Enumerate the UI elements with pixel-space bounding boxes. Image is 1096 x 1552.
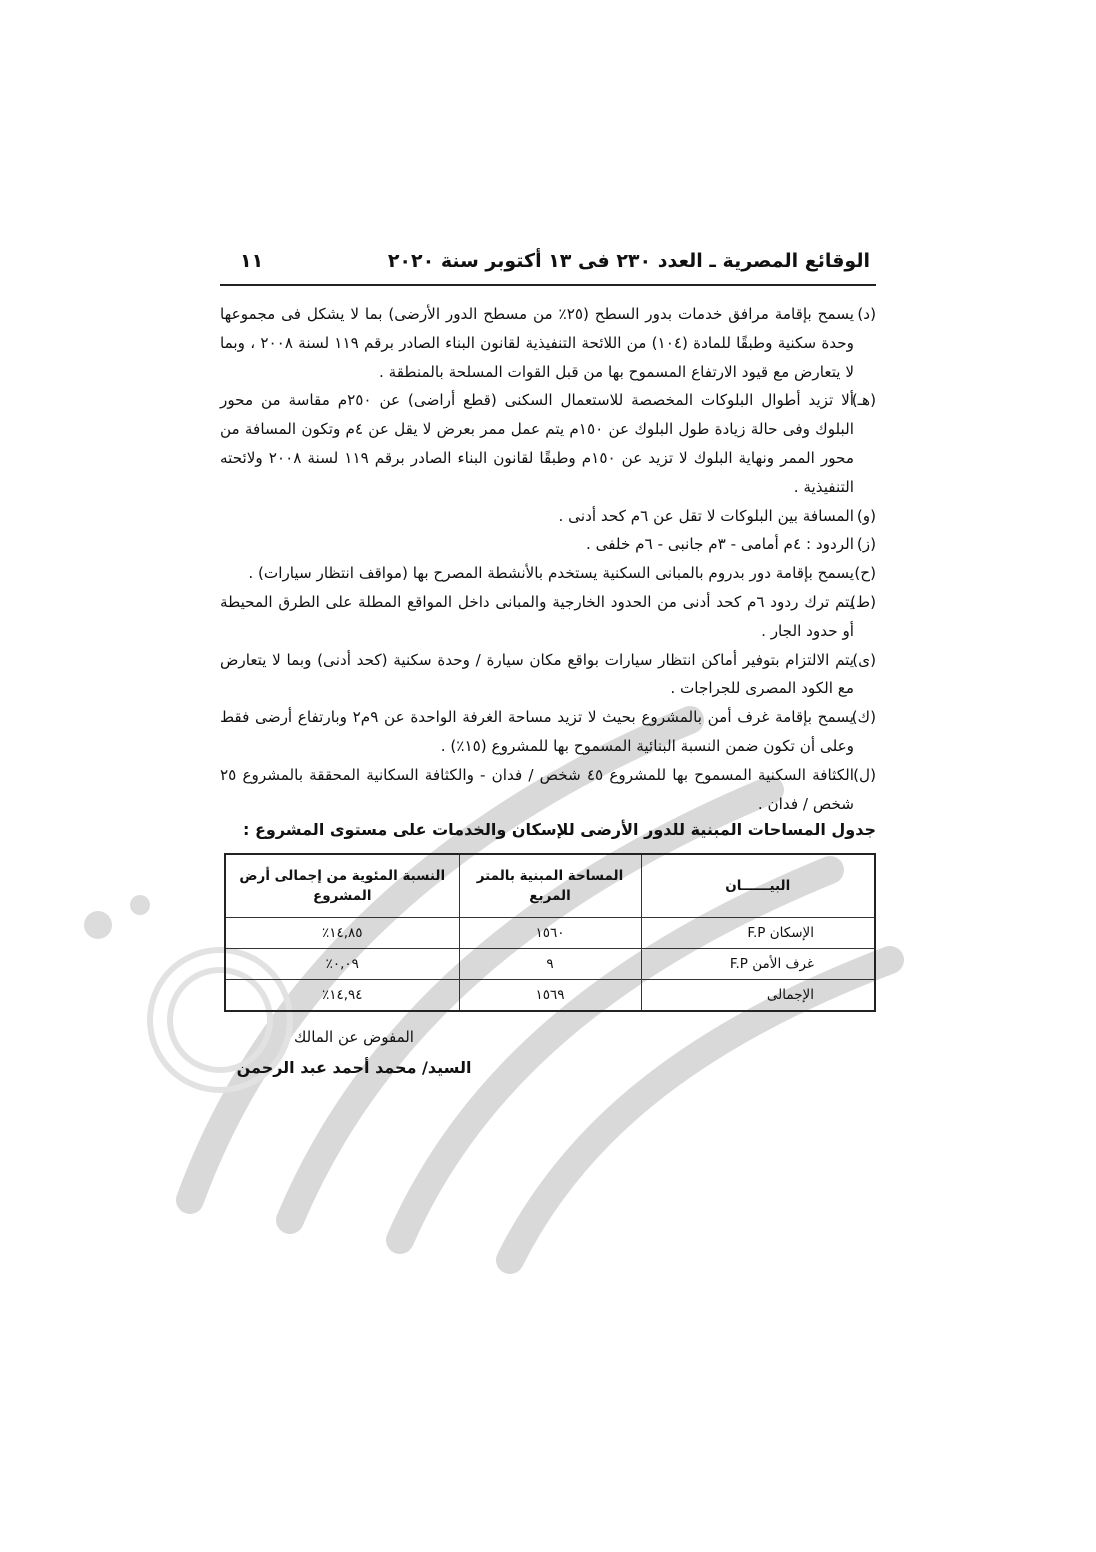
list-item (220, 559, 876, 588)
conditions-list (220, 300, 876, 818)
list-item (220, 300, 876, 386)
list-item (220, 386, 876, 501)
signature-block (224, 1028, 484, 1077)
gazette-title: الوقائع المصرية ـ العدد ٢٣٠ فى ١٣ أكتوبر سنة ٢٠٢٠ (387, 250, 870, 272)
list-item (220, 588, 876, 646)
table-cell: ١٤,٨٥٪ (225, 918, 459, 949)
item-label: (ل) (853, 765, 876, 784)
table-row (225, 980, 875, 1012)
table-title: جدول المساحات المبنية للدور الأرضى للإسكان والخدمات على مستوى المشروع : (243, 820, 876, 840)
item-text: يسمح بإقامة دور بدروم بالمبانى السكنية يستخدم بالأنشطة المصرح بها (مواقف انتظار سيارات) . (248, 564, 854, 583)
table-cell: ١٥٦٠ (459, 918, 641, 949)
table-header-row (225, 854, 875, 918)
list-item (220, 761, 876, 819)
table-cell: ١٥٦٩ (459, 980, 641, 1012)
item-text: ألا تزيد أطوال البلوكات المخصصة للاستعمال السكنى (قطع أراضى) عن ٢٥٠م مقاسة من محور البلوك وفى حالة زيادة طول البلوك عن ١٥٠م يتم عمل ممر بعرض لا يقل عن ٤م وتكون المسافة من محور الممر ونهاية البلوك لا تزيد عن ١٥٠م وطبقًا لقانون البناء الصادر برقم ١١٩ لسنة ٢٠٠٨ ولائحته التنفيذية . (220, 391, 855, 496)
column-header: المساحة المبنية بالمتر المربع (459, 854, 641, 918)
list-item (220, 530, 876, 559)
table-cell: الإجمالى (641, 980, 875, 1012)
list-item (220, 703, 876, 761)
table-cell: ٠,٠٩٪ (225, 949, 459, 980)
item-label: (د) (857, 305, 876, 323)
page-number: ١١ (240, 250, 264, 272)
table-cell: ٩ (459, 949, 641, 980)
column-header: البيــــــان (641, 854, 875, 918)
item-label: (هـ) (851, 391, 876, 410)
item-text: يتم ترك ردود ٦م كحد أدنى من الحدود الخارجية والمبانى داخل المواقع المطلة على الطرق المحيطة أو حدود الجار . (220, 592, 854, 640)
item-text: الكثافة السكنية المسموح بها للمشروع ٤٥ شخص / فدان - والكثافة السكانية المحققة بالمشروع ٢٥ شخص / فدان . (220, 765, 854, 813)
table-row (225, 949, 875, 980)
table-cell: ١٤,٩٤٪ (225, 980, 459, 1012)
item-label: (ز) (856, 535, 876, 554)
list-item (220, 502, 876, 531)
item-label: (ك) (851, 708, 876, 727)
table-row (225, 918, 875, 949)
item-text: يسمح بإقامة مرافق خدمات بدور السطح (٢٥٪ من مسطح الدور الأرضى) بما لا يشكل فى مجموعها وحدة سكنية وطبقًا للمادة (١٠٤) من اللائحة التنفيذية لقانون البناء الصادر برقم ١١٩ لسنة ٢٠٠٨ ، وبما لا يتعارض مع قيود الارتفاع المسموح بها من قبل القوات المسلحة بالمنطقة . (220, 305, 854, 381)
page-header (220, 250, 876, 286)
item-text: يسمح بإقامة غرف أمن بالمشروع بحيث لا تزيد مساحة الغرفة الواحدة عن ٩م٢ وبارتفاع أرضى فقط وعلى أن تكون ضمن النسبة البنائية المسموح بها للمشروع (١٥٪) . (220, 708, 854, 755)
built-areas-table (224, 853, 876, 1012)
table-cell: الإسكان F.P (641, 918, 875, 949)
item-label: (ح) (854, 564, 876, 583)
item-text: المسافة بين البلوكات لا تقل عن ٦م كحد أدنى . (558, 506, 854, 525)
document-page (220, 250, 876, 1077)
item-label: (ط) (850, 592, 876, 611)
signatory-role: المفوض عن المالك (294, 1028, 414, 1047)
table-cell: غرف الأمن F.P (641, 949, 875, 980)
list-item (220, 646, 876, 704)
item-label: (ى) (852, 650, 876, 669)
item-text: الردود : ٤م أمامى - ٣م جانبى - ٦م خلفى . (585, 535, 854, 554)
item-label: (و) (856, 506, 876, 525)
signatory-name: السيد/ محمد أحمد عبد الرحمن (236, 1058, 472, 1078)
column-header: النسبة المئوية من إجمالى أرض المشروع (225, 854, 459, 918)
item-text: يتم الالتزام بتوفير أماكن انتظار سيارات بواقع مكان سيارة / وحدة سكنية (كحد أدنى) وبما لا يتعارض مع الكود المصرى للجراجات . (220, 650, 854, 698)
